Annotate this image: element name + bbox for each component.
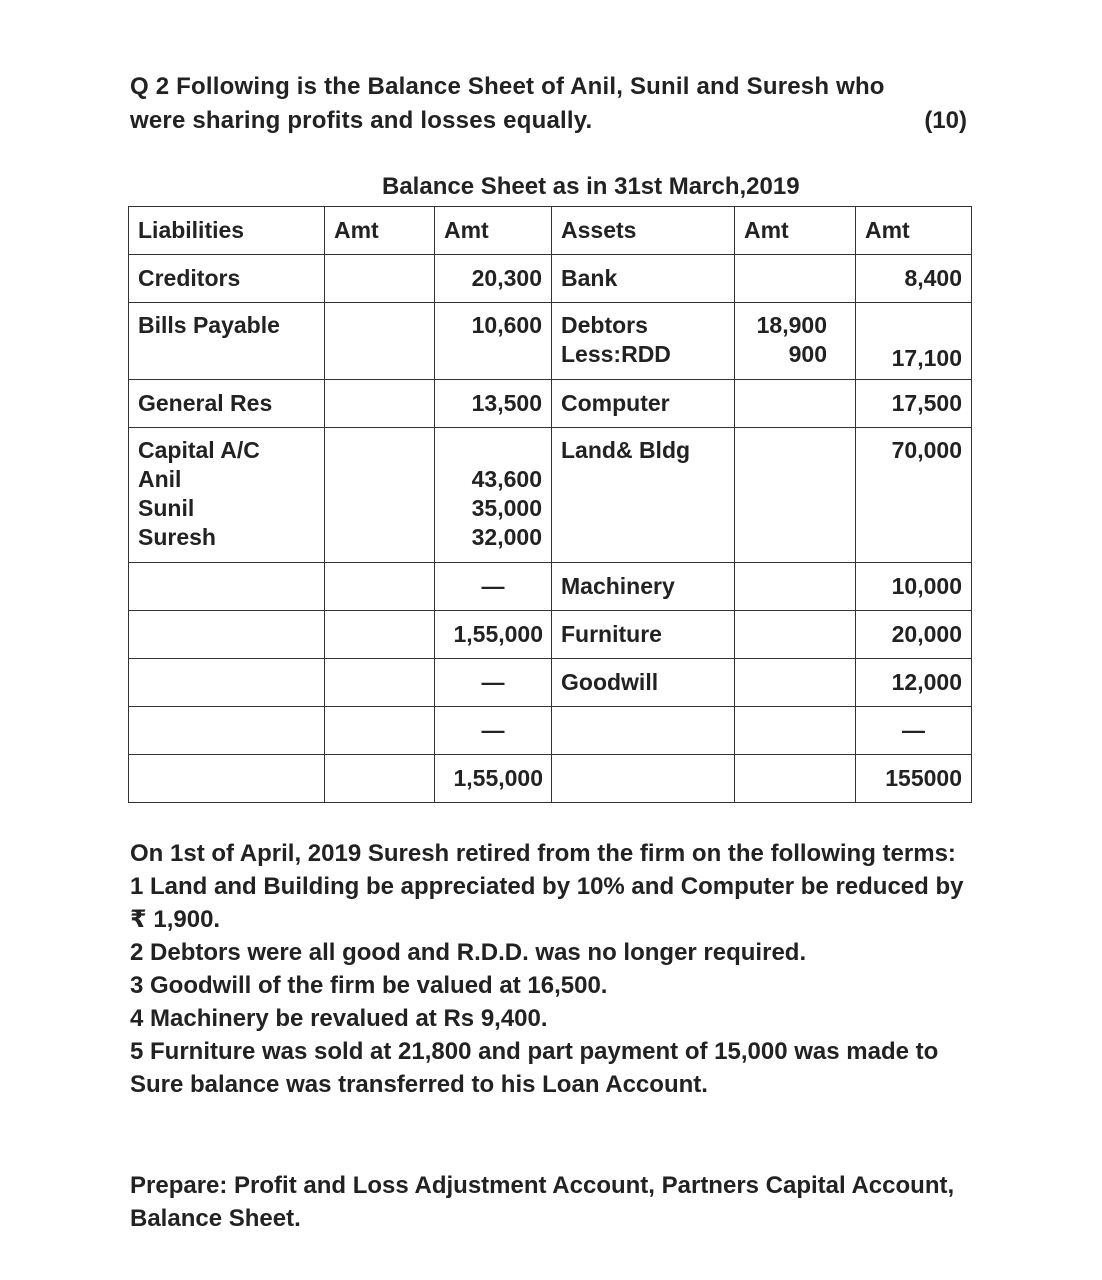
asset-furniture: Furniture — [552, 611, 735, 659]
asset-land-bldg: Land& Bldg — [552, 428, 735, 563]
capital-amts — [435, 428, 552, 563]
asset-computer: Computer — [552, 380, 735, 428]
liabilities-subtotal: 1,55,000 — [435, 611, 552, 659]
retirement-terms — [130, 837, 980, 1101]
balance-sheet-title: Balance Sheet as in 31st March,2019 — [382, 173, 800, 200]
table-row — [129, 428, 972, 563]
rdd-amt: 900 — [788, 341, 827, 367]
furniture-amt: 20,000 — [856, 611, 972, 659]
header-amt-4: Amt — [856, 207, 972, 255]
balance-sheet-table — [128, 206, 972, 803]
table-row — [129, 303, 972, 380]
asset-bank: Bank — [552, 255, 735, 303]
general-res-amt: 13,500 — [435, 380, 552, 428]
asset-goodwill: Goodwill — [552, 659, 735, 707]
header-row — [129, 207, 972, 255]
bills-payable-amt: 10,600 — [435, 303, 552, 380]
asset-machinery: Machinery — [552, 563, 735, 611]
capital-sunil-amt: 35,000 — [471, 495, 542, 521]
liabilities-total: 1,55,000 — [435, 755, 552, 803]
table-row — [129, 611, 972, 659]
header-amt-3: Amt — [735, 207, 856, 255]
less-rdd-label: Less:RDD — [561, 341, 671, 367]
header-amt-1: Amt — [325, 207, 435, 255]
capital-sunil-label: Sunil — [138, 495, 195, 521]
machinery-row-dash: — — [435, 563, 552, 611]
prepare-instruction: Prepare: Profit and Loss Adjustment Account, Partners Capital Account, Balance Sheet. — [130, 1172, 955, 1232]
term-2: 2 Debtors were all good and R.D.D. was no longer required. — [130, 939, 807, 966]
marks: (10) — [924, 107, 967, 134]
header-amt-2: Amt — [435, 207, 552, 255]
header-assets: Assets — [552, 207, 735, 255]
table-row — [129, 659, 972, 707]
table-row — [129, 380, 972, 428]
land-bldg-amt: 70,000 — [856, 428, 972, 563]
blank-row-dash-right: — — [856, 707, 972, 755]
liability-capital — [129, 428, 325, 563]
bank-amt: 8,400 — [856, 255, 972, 303]
capital-suresh-label: Suresh — [138, 524, 216, 550]
terms-intro: On 1st of April, 2019 Suresh retired from the firm on the following terms: — [130, 840, 956, 867]
capital-ac-label: Capital A/C — [138, 437, 260, 463]
term-3: 3 Goodwill of the firm be valued at 16,500. — [130, 972, 608, 999]
total-row — [129, 755, 972, 803]
computer-amt: 17,500 — [856, 380, 972, 428]
question-line-1: Q 2 Following is the Balance Sheet of Anil, Sunil and Suresh who — [130, 73, 885, 100]
blank-row-dash-left: — — [435, 707, 552, 755]
goodwill-row-dash: — — [435, 659, 552, 707]
debtors-detail-amt — [735, 303, 856, 380]
table-row — [129, 563, 972, 611]
capital-anil-amt: 43,600 — [471, 466, 542, 492]
liability-general-res: General Res — [129, 380, 325, 428]
capital-anil-label: Anil — [138, 466, 182, 492]
liability-bills-payable: Bills Payable — [129, 303, 325, 380]
debtors-gross: 18,900 — [756, 312, 827, 338]
debtors-net-amt: 17,100 — [856, 303, 972, 380]
question-line-2: were sharing profits and losses equally. — [130, 107, 593, 134]
term-5: 5 Furniture was sold at 21,800 and part payment of 15,000 was made to Sure balance was transferred to his Loan Account. — [130, 1038, 939, 1098]
term-1: 1 Land and Building be appreciated by 10% and Computer be reduced by ₹ 1,900. — [130, 873, 964, 933]
liability-creditors: Creditors — [129, 255, 325, 303]
header-liabilities: Liabilities — [129, 207, 325, 255]
assets-total: 155000 — [856, 755, 972, 803]
table-row — [129, 707, 972, 755]
machinery-amt: 10,000 — [856, 563, 972, 611]
creditors-amt: 20,300 — [435, 255, 552, 303]
debtors-label: Debtors — [561, 312, 648, 338]
term-4: 4 Machinery be revalued at Rs 9,400. — [130, 1005, 548, 1032]
capital-suresh-amt: 32,000 — [471, 524, 542, 550]
table-row — [129, 255, 972, 303]
asset-debtors — [552, 303, 735, 380]
goodwill-amt: 12,000 — [856, 659, 972, 707]
